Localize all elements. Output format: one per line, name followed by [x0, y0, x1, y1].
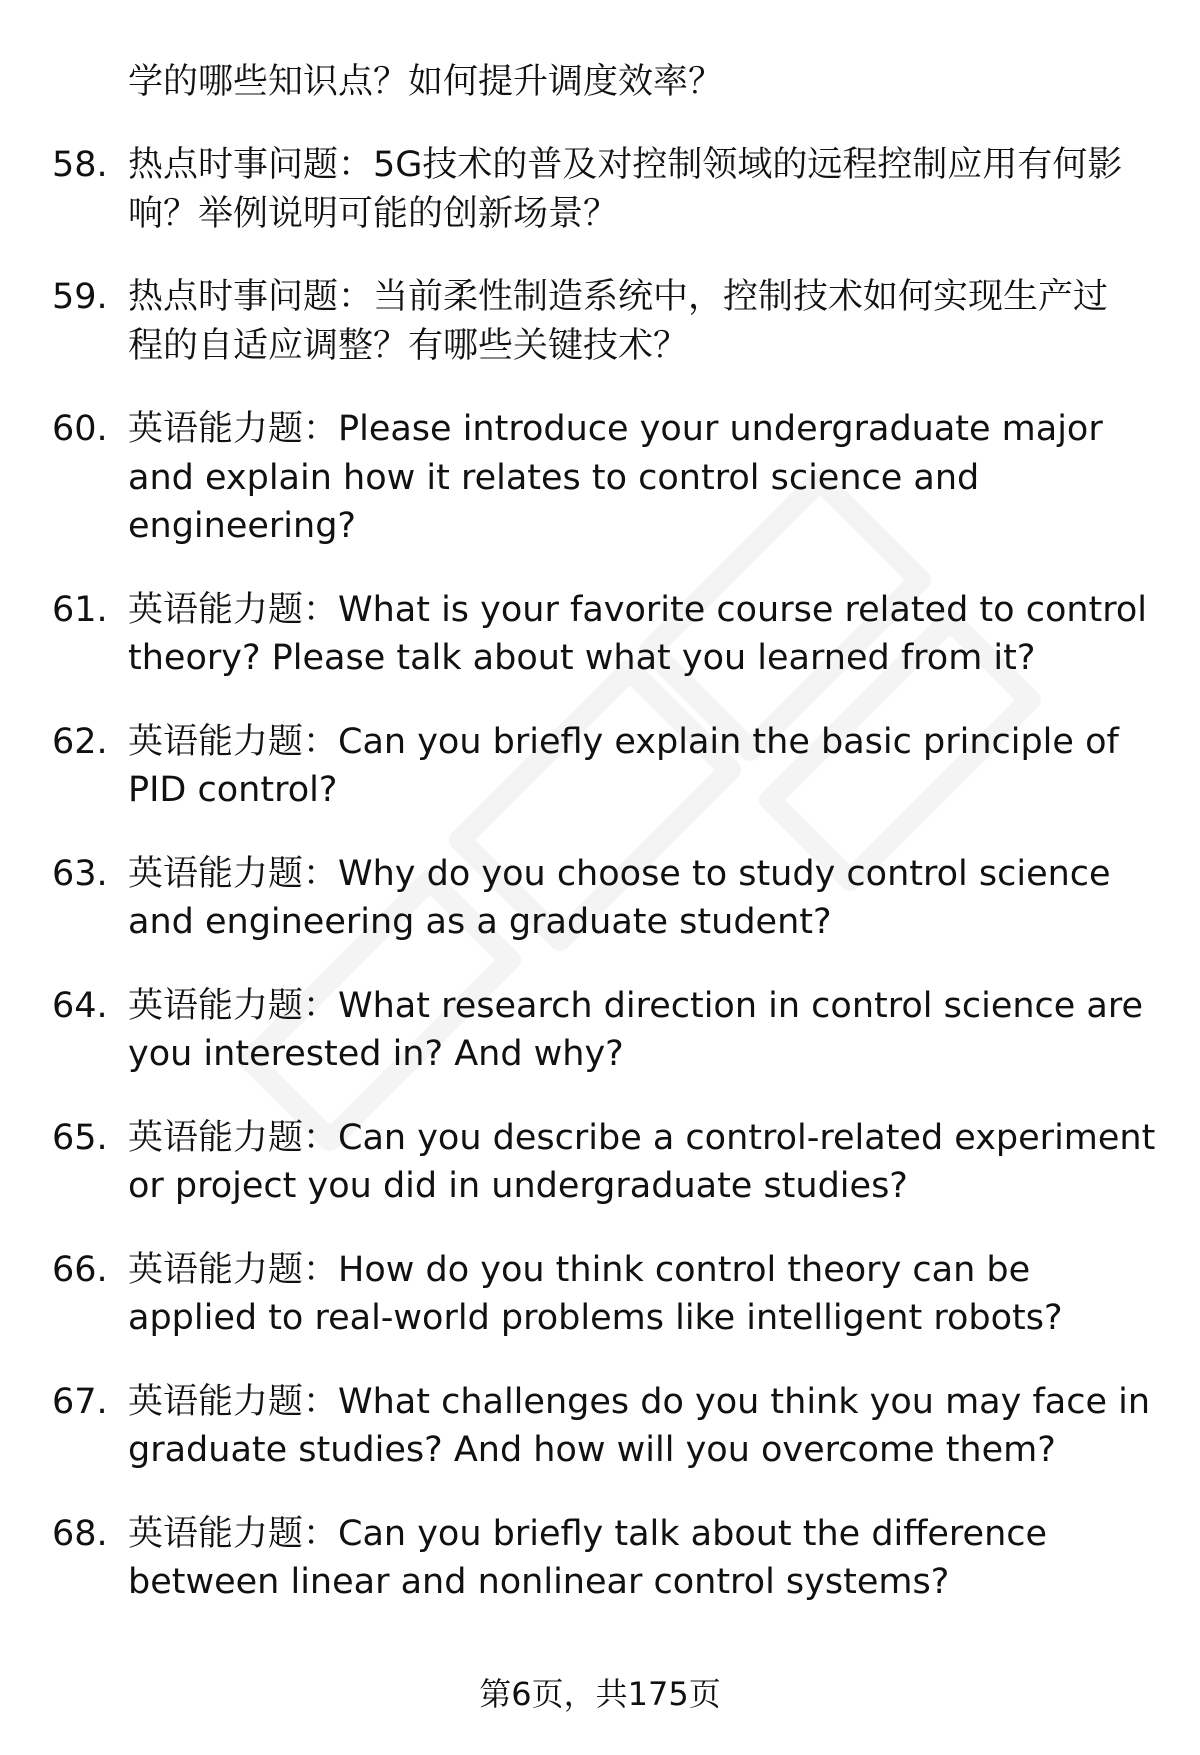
question-text-line: and engineering as a graduate student?: [128, 902, 832, 942]
question-item: [52, 982, 1152, 1079]
question-list: [52, 141, 1156, 1642]
question-text-line: theory? Please talk about what you learned from it?: [128, 638, 1036, 678]
question-text-line: graduate studies? And how will you overcome them?: [128, 1430, 1056, 1470]
question-text-line: 热点时事问题：当前柔性制造系统中，控制技术如何实现生产过: [128, 277, 1109, 317]
question-item: [52, 273, 1152, 370]
question-text-line: and explain how it relates to control science and: [128, 457, 980, 498]
question-text-line: 英语能力题：What is your favorite course related to control: [128, 589, 1148, 630]
question-text-line: 英语能力题：Can you describe a control-related experiment: [128, 1117, 1156, 1158]
question-number: 61.: [52, 589, 108, 630]
question-item: [52, 1114, 1156, 1211]
question-text-line: PID control?: [128, 770, 338, 810]
question-text-line: you interested in? And why?: [128, 1034, 624, 1074]
question-number: 68.: [52, 1513, 108, 1554]
question-text-line: 英语能力题：What challenges do you think you may face in: [128, 1381, 1151, 1422]
question-text-line: 英语能力题：Why do you choose to study control science: [128, 853, 1111, 894]
question-item: [52, 405, 1152, 551]
question-item: [52, 586, 1152, 683]
question-item: [52, 718, 1152, 815]
question-number: 63.: [52, 853, 108, 894]
question-text-line: 程的自适应调整？有哪些关键技术？: [128, 325, 689, 366]
question-text-line: 英语能力题：How do you think control theory can be: [128, 1249, 1031, 1290]
question-item: [52, 1246, 1152, 1343]
question-text-line: 英语能力题：Can you briefly talk about the difference: [128, 1513, 1048, 1554]
question-item: [52, 1510, 1152, 1607]
question-text-line: applied to real-world problems like intelligent robots?: [128, 1298, 1063, 1338]
question-item: [52, 1378, 1152, 1475]
continued-question-text: 学的哪些知识点？如何提升调度效率？: [128, 62, 724, 102]
question-number: 64.: [52, 985, 108, 1026]
question-number: 65.: [52, 1117, 108, 1158]
question-text-line: 英语能力题：Please introduce your undergraduate major: [128, 409, 1103, 449]
question-text-line: 响？举例说明可能的创新场景？: [128, 193, 619, 234]
question-text-line: or project you did in undergraduate studies?: [128, 1166, 908, 1206]
question-text-line: 热点时事问题：5G技术的普及对控制领域的远程控制应用有何影: [128, 145, 1123, 185]
question-number: 59.: [52, 277, 108, 317]
question-number: 67.: [52, 1381, 108, 1422]
question-number: 58.: [52, 145, 108, 185]
question-text-line: 英语能力题：Can you briefly explain the basic principle of: [128, 721, 1119, 762]
question-text-line: 英语能力题：What research direction in control science are: [128, 985, 1144, 1026]
question-item: [52, 850, 1152, 947]
question-item: [52, 141, 1152, 238]
question-number: 60.: [52, 409, 108, 449]
page-number-footer: 第6页，共175页: [479, 1675, 721, 1713]
question-number: 66.: [52, 1249, 108, 1290]
question-number: 62.: [52, 721, 108, 762]
question-text-line: engineering?: [128, 506, 356, 546]
question-text-line: between linear and nonlinear control systems?: [128, 1562, 950, 1602]
